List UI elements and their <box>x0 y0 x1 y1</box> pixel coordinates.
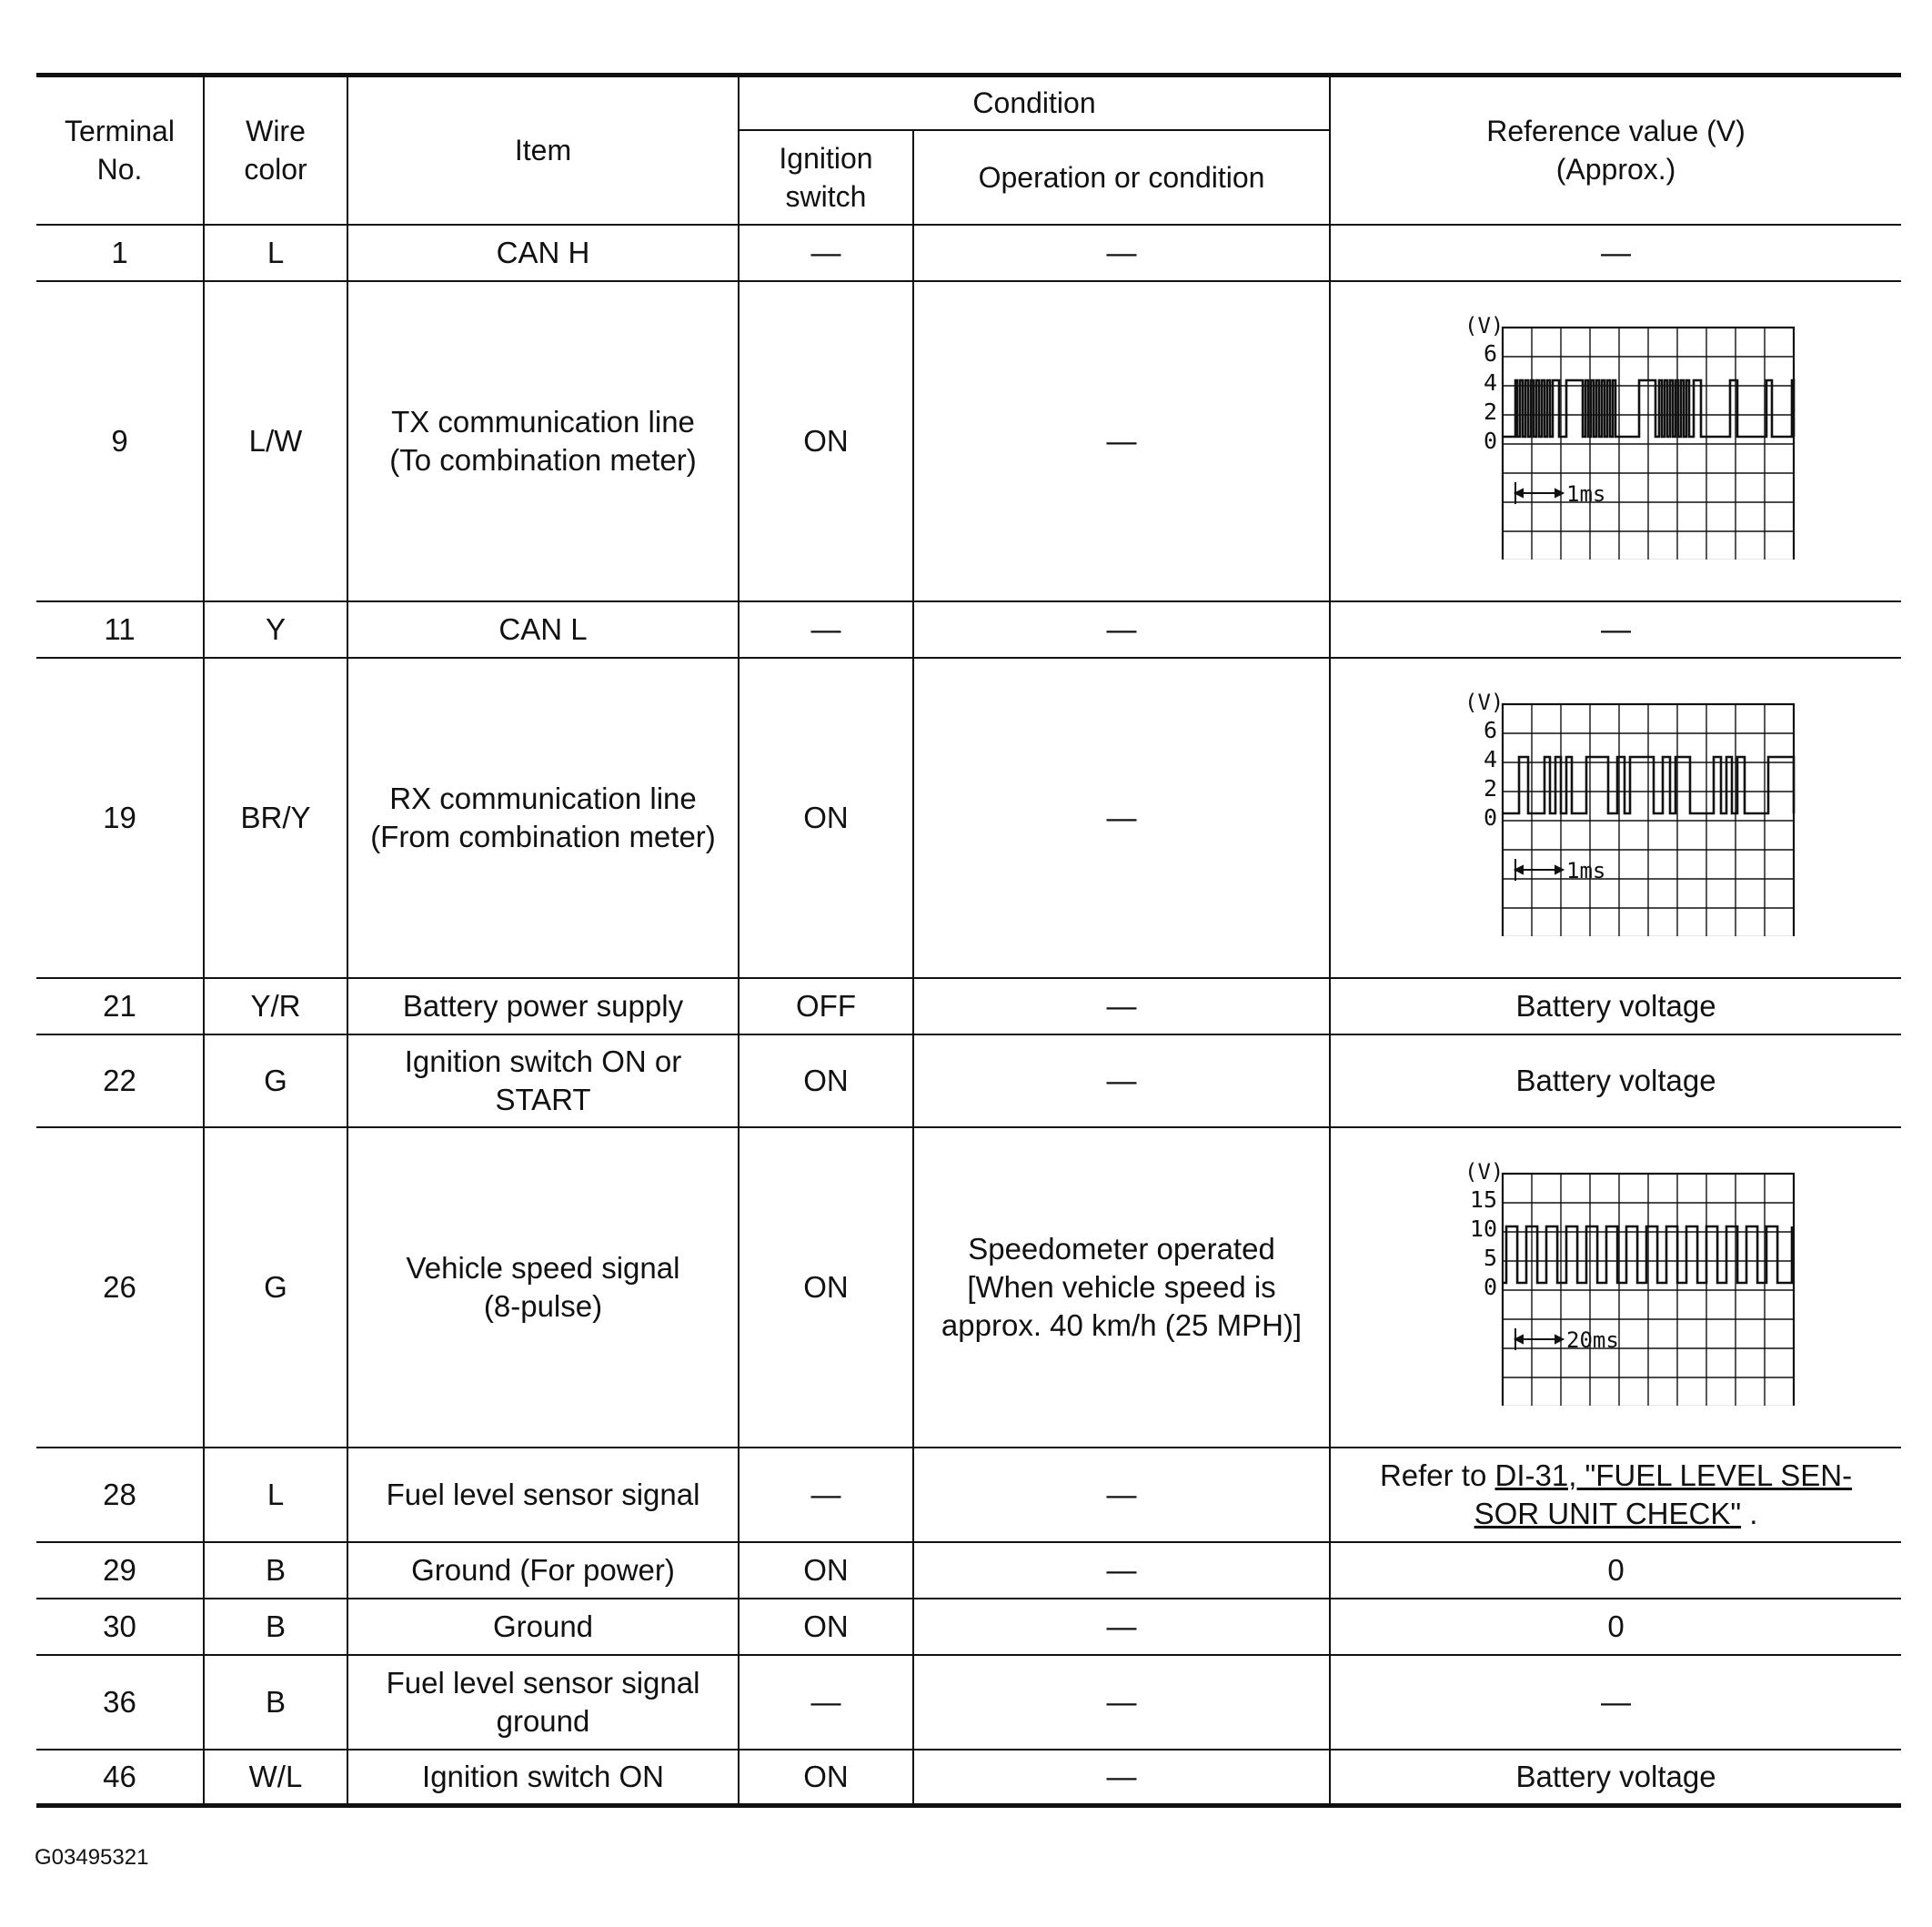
terminal-no-cell: 36 <box>36 1655 204 1750</box>
waveform-ytick-label: 10 <box>1469 1215 1497 1242</box>
waveform-ytick-label: 0 <box>1483 1273 1497 1300</box>
wire-color-cell: L <box>204 1448 347 1542</box>
reference-value-cell: — <box>1330 1655 1901 1750</box>
waveform-grid <box>1503 328 1794 560</box>
cell-text-line: — <box>1106 423 1137 458</box>
operation-condition-cell <box>913 1599 1330 1655</box>
waveform-time-scale-label: 1ms <box>1565 857 1605 883</box>
waveform-svg <box>1434 1160 1798 1406</box>
waveform-graph <box>1434 1160 1798 1415</box>
item-cell <box>347 1655 739 1750</box>
table-row <box>36 1750 1901 1806</box>
waveform-ytick-label: 0 <box>1483 803 1497 831</box>
cell-text-line: CAN L <box>498 611 588 646</box>
waveform-ytick-label: 15 <box>1469 1185 1497 1213</box>
waveform-time-scale-arrow <box>1515 1328 1563 1350</box>
operation-condition-cell <box>913 1127 1330 1448</box>
terminal-no-cell: 30 <box>36 1599 204 1655</box>
cell-text-line: Ground <box>492 1609 594 1643</box>
reference-value-cell: Battery voltage <box>1330 978 1901 1034</box>
cell-text-line: Fuel level sensor signal <box>386 1665 700 1700</box>
terminal-no-cell: 19 <box>36 658 204 978</box>
table-row <box>36 658 1901 978</box>
ignition-switch-cell: — <box>739 601 913 658</box>
ignition-switch-cell: ON <box>739 658 913 978</box>
waveform-unit-label: (V) <box>1464 313 1504 338</box>
table-row <box>36 1448 1901 1542</box>
reference-value-cell <box>1330 281 1901 601</box>
reference-suffix-text: . <box>1741 1496 1758 1530</box>
waveform-time-scale-arrow <box>1515 482 1563 504</box>
ignition-switch-cell: — <box>739 1448 913 1542</box>
terminal-no-cell: 21 <box>36 978 204 1034</box>
table-row <box>36 1127 1901 1448</box>
waveform-graph <box>1434 691 1798 945</box>
waveform-graph <box>1434 314 1798 569</box>
ignition-switch-cell: — <box>739 1655 913 1750</box>
cell-text-line: — <box>1106 988 1137 1023</box>
cell-text-line: — <box>1106 1552 1137 1587</box>
wire-color-cell: G <box>204 1034 347 1127</box>
cell-text-line: CAN H <box>496 235 590 269</box>
cell-text-line: — <box>1106 800 1137 834</box>
item-cell <box>347 1542 739 1599</box>
cell-text-line: Ground (For power) <box>411 1552 675 1587</box>
reference-value-cell: 0 <box>1330 1599 1901 1655</box>
ignition-switch-cell: ON <box>739 1599 913 1655</box>
operation-condition-cell <box>913 1750 1330 1806</box>
wire-color-cell: Y/R <box>204 978 347 1034</box>
header-condition: Condition <box>739 76 1330 130</box>
header-reference-value: Reference value (V) (Approx.) <box>1330 76 1901 225</box>
ignition-switch-cell: ON <box>739 1542 913 1599</box>
item-cell <box>347 658 739 978</box>
document-code: G03495321 <box>35 1845 149 1870</box>
cell-text-line: RX communication line <box>389 781 697 815</box>
waveform-grid <box>1503 704 1794 936</box>
waveform-grid <box>1503 1174 1794 1406</box>
cell-text-line: — <box>1106 1063 1137 1097</box>
ignition-switch-cell: ON <box>739 1127 913 1448</box>
cell-text-line: (To combination meter) <box>389 442 697 477</box>
header-operation-condition: Operation or condition <box>913 130 1330 225</box>
terminal-no-cell: 1 <box>36 225 204 281</box>
ignition-switch-cell: — <box>739 225 913 281</box>
waveform-ytick-label: 5 <box>1483 1244 1497 1271</box>
item-cell <box>347 1599 739 1655</box>
waveform-ytick-label: 2 <box>1483 774 1497 802</box>
wire-color-cell: B <box>204 1655 347 1750</box>
terminal-no-cell: 9 <box>36 281 204 601</box>
cell-text-line: (8-pulse) <box>483 1288 603 1323</box>
terminal-no-cell: 11 <box>36 601 204 658</box>
operation-condition-cell <box>913 281 1330 601</box>
waveform-trace <box>1503 1226 1792 1283</box>
di-31-reference-link[interactable]: DI-31, "FUEL LEVEL SEN- <box>1494 1458 1853 1492</box>
wire-color-cell: BR/Y <box>204 658 347 978</box>
cell-text-line: Ignition switch ON or <box>404 1044 682 1078</box>
item-cell <box>347 1127 739 1448</box>
reference-value-cell <box>1330 1127 1901 1448</box>
operation-condition-cell <box>913 1448 1330 1542</box>
table-row <box>36 1599 1901 1655</box>
waveform-time-scale-label: 20ms <box>1565 1327 1619 1353</box>
reference-value-cell <box>1330 1448 1901 1542</box>
header-terminal-no: Terminal No. <box>36 76 204 225</box>
waveform-ytick-label: 4 <box>1483 745 1497 772</box>
waveform-unit-label: (V) <box>1464 690 1504 715</box>
table-row <box>36 1034 1901 1127</box>
terminal-reference-table <box>36 73 1901 1808</box>
wire-color-cell: G <box>204 1127 347 1448</box>
ignition-switch-cell: ON <box>739 1034 913 1127</box>
wire-color-cell: W/L <box>204 1750 347 1806</box>
ignition-switch-cell: ON <box>739 1750 913 1806</box>
waveform-ytick-label: 4 <box>1483 368 1497 396</box>
cell-text-line: Battery power supply <box>402 988 684 1023</box>
waveform-time-scale-arrow <box>1515 859 1563 881</box>
wire-color-cell: L <box>204 225 347 281</box>
operation-condition-cell <box>913 1655 1330 1750</box>
operation-condition-cell <box>913 658 1330 978</box>
header-item: Item <box>347 76 739 225</box>
cell-text-line: Ignition switch ON <box>422 1759 664 1793</box>
item-cell <box>347 281 739 601</box>
di-31-reference-link-continued[interactable]: SOR UNIT CHECK" <box>1474 1496 1742 1530</box>
header-wire-color: Wire color <box>204 76 347 225</box>
waveform-ytick-label: 0 <box>1483 427 1497 454</box>
waveform-svg <box>1434 314 1798 560</box>
cell-text-line: — <box>1106 611 1137 646</box>
cell-text-line: (From combination meter) <box>370 819 716 853</box>
cell-text-line: START <box>495 1082 591 1116</box>
table-row <box>36 1542 1901 1599</box>
wire-color-cell: B <box>204 1599 347 1655</box>
waveform-ytick-label: 6 <box>1483 716 1497 743</box>
wire-color-cell: B <box>204 1542 347 1599</box>
item-cell <box>347 1448 739 1542</box>
item-cell <box>347 1750 739 1806</box>
operation-condition-cell <box>913 1034 1330 1127</box>
table-row <box>36 978 1901 1034</box>
table-row <box>36 281 1901 601</box>
waveform-ytick-label: 2 <box>1483 398 1497 425</box>
cell-text-line: — <box>1106 1609 1137 1643</box>
ignition-switch-cell: ON <box>739 281 913 601</box>
cell-text-line: Speedometer operated <box>968 1231 1275 1266</box>
reference-value-cell: Battery voltage <box>1330 1034 1901 1127</box>
terminal-no-cell: 26 <box>36 1127 204 1448</box>
terminal-no-cell: 28 <box>36 1448 204 1542</box>
item-cell <box>347 601 739 658</box>
reference-value-cell: Battery voltage <box>1330 1750 1901 1806</box>
cell-text-line: — <box>1106 1759 1137 1793</box>
reference-value-cell: — <box>1330 601 1901 658</box>
cell-text-line: — <box>1106 235 1137 269</box>
cell-text-line: TX communication line <box>391 404 695 439</box>
table-body <box>36 225 1901 1806</box>
table-row <box>36 601 1901 658</box>
item-cell <box>347 225 739 281</box>
operation-condition-cell <box>913 978 1330 1034</box>
wire-color-cell: L/W <box>204 281 347 601</box>
ignition-switch-cell: OFF <box>739 978 913 1034</box>
terminal-no-cell: 29 <box>36 1542 204 1599</box>
cell-text-line: Fuel level sensor signal <box>386 1477 700 1511</box>
cell-text-line: [When vehicle speed is <box>967 1269 1276 1304</box>
table-row <box>36 1655 1901 1750</box>
item-cell <box>347 1034 739 1127</box>
cell-text-line: Vehicle speed signal <box>406 1250 680 1285</box>
header-ignition-switch: Ignition switch <box>739 130 913 225</box>
operation-condition-cell <box>913 601 1330 658</box>
wire-color-cell: Y <box>204 601 347 658</box>
waveform-ytick-label: 6 <box>1483 339 1497 367</box>
waveform-unit-label: (V) <box>1464 1159 1504 1185</box>
table-row <box>36 225 1901 281</box>
reference-value-cell: 0 <box>1330 1542 1901 1599</box>
reference-value-cell: — <box>1330 225 1901 281</box>
reference-value-cell <box>1330 658 1901 978</box>
cell-text-line: — <box>1106 1684 1137 1719</box>
waveform-svg <box>1434 691 1798 936</box>
operation-condition-cell <box>913 1542 1330 1599</box>
item-cell <box>347 978 739 1034</box>
cell-text-line: ground <box>496 1703 590 1738</box>
operation-condition-cell <box>913 225 1330 281</box>
terminal-no-cell: 22 <box>36 1034 204 1127</box>
reference-prefix-text: Refer to <box>1379 1458 1495 1492</box>
terminal-no-cell: 46 <box>36 1750 204 1806</box>
waveform-time-scale-label: 1ms <box>1565 480 1605 507</box>
cell-text-line: — <box>1106 1477 1137 1511</box>
cell-text-line: approx. 40 km/h (25 MPH)] <box>941 1307 1303 1342</box>
